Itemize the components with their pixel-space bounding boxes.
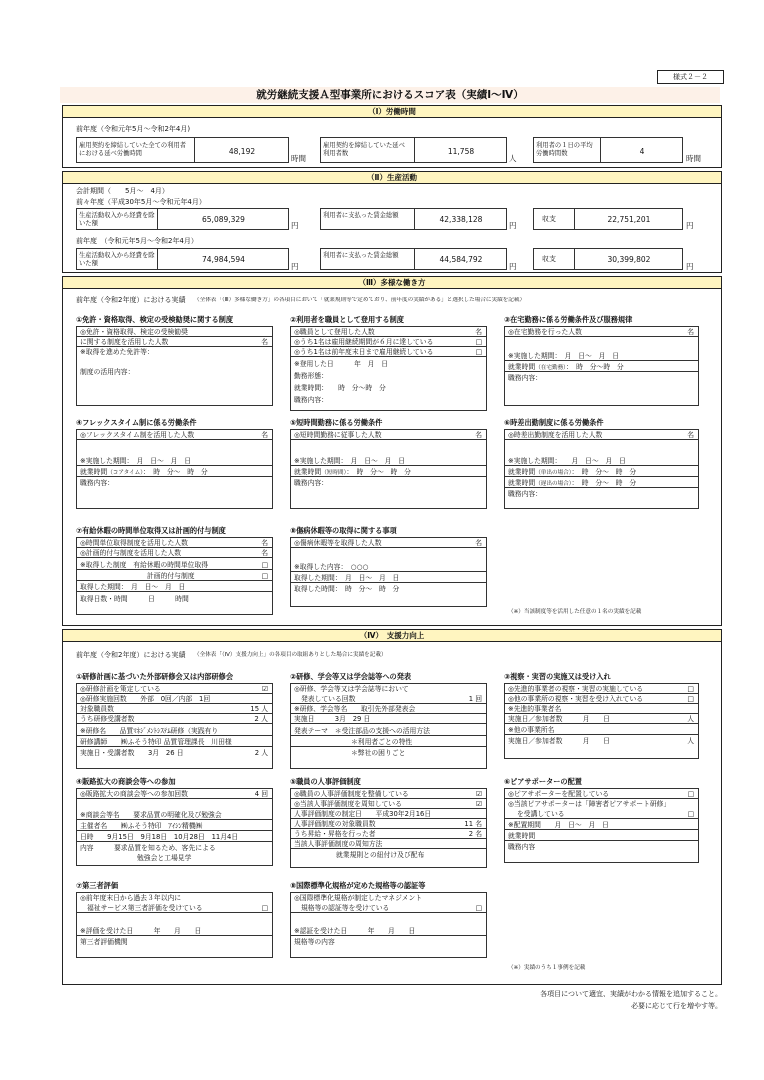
s4-block-4: [76, 778, 273, 866]
s4-b5-r5-text: うち昇給・昇格を行った者: [294, 830, 376, 838]
s3-b7-r4-text: 計画的付与制度: [147, 572, 195, 580]
section-1-header: （Ⅰ）労働時間: [62, 105, 722, 118]
s4-b5-r2-text: ◎当該人事評価制度を周知している: [294, 800, 402, 808]
s2-y2c-value: 30,399,802: [607, 255, 651, 264]
s4-b1-r3-text: 対象職員数: [80, 705, 114, 713]
s3-b7-r2-text: ◎計画的付与制度を活用した人数: [80, 549, 182, 557]
s1-c2-box: [320, 137, 507, 163]
s3-b1-r2: [77, 337, 272, 347]
s3-b2-r6: 就業時間： 時 分～時 分: [294, 384, 386, 392]
s4-b5-r7: 就業規則との紐付け及び配布: [336, 851, 425, 859]
s3-block-8: [290, 527, 487, 607]
s3-b6-r5: 職務内容：: [508, 490, 542, 498]
s4-b1-r1-text: ◎研修計画を策定している: [80, 685, 161, 693]
s4-b1-r5: ※研修名 品質ﾏﾈｼﾞﾒﾝﾄｼｽﾃﾑ研修（実践有り: [77, 726, 272, 736]
s4-b1-r3: [77, 704, 272, 714]
s3-b5-heading: ⑤短時間勤務に係る労働条件: [290, 418, 383, 427]
s4-b5-heading: ⑤職員の人事評価制度: [290, 777, 361, 786]
s4-b4-r2: ※商談会等名 要求品質の明確化及び勉強会: [77, 810, 272, 820]
s4-block-1: [76, 673, 273, 769]
s4-b6-r3: [505, 809, 698, 819]
s3-block-1: [76, 316, 273, 406]
s3-footnote: （※）当該制度等を活用した任意の１名の実績を記載: [508, 609, 642, 615]
s4-b2-heading: ②研修、学会等又は学会誌等への発表: [290, 672, 412, 681]
s3-b4-r1: [77, 430, 272, 440]
s3-b5-r1: [291, 430, 486, 440]
s4-b1-r7-value: 2 人: [254, 749, 268, 757]
s2-yen: 円: [291, 262, 299, 271]
s4-b7-r4: 第三者評価機関: [80, 938, 128, 946]
s3-b6-r2: ※実施した期間： 月 日～ 月 日: [505, 456, 698, 466]
section-4-header: （Ⅳ） 支援力向上: [62, 629, 722, 642]
s3-b4-r3-text: 就業時間: [80, 468, 108, 476]
s4-b3-r3: ※先進的事業者名: [505, 704, 698, 714]
s3-b6-r3-time: ： 時 分～ 時 分: [571, 468, 637, 476]
s4-b4-r5: 内容 要求品質を知るため、客先による: [80, 844, 216, 852]
s4-b6-heading: ⑥ピアサポーターの配置: [504, 777, 582, 786]
s3-note: （全体表「（Ⅲ）多様な働き方」の各項目において「就業規則等で定めており、前年度の実績がある」と選択した場合に実績を記載）: [194, 297, 526, 303]
s2-yen: 円: [509, 262, 517, 271]
s4-b4-r1: [77, 789, 272, 799]
s3-b6-r4: [505, 478, 698, 488]
s2-y2b-value: 44,584,792: [439, 255, 483, 264]
s3-b4-r2: ※実施した期間： 月 日～ 月 日: [77, 456, 272, 466]
s3-block-3: [504, 316, 699, 406]
s2-period: 会計期間（ 5月～ 4月）: [76, 187, 169, 195]
s2-year2: 前年度 （令和元年5月～令和2年4月）: [76, 237, 198, 245]
s4-b1-r4-value: 2 人: [254, 715, 268, 723]
s1-c2-unit: 人: [509, 154, 517, 163]
s3-b8-r3: 取得した期間： 月 日～ 月 日: [291, 573, 486, 583]
s3-b1-r2-text: に関する制度を活用した人数: [80, 338, 169, 346]
s4-b8-r2: [291, 903, 486, 913]
s3-b2-r1: [291, 327, 486, 337]
s3-b2-r1-text: ◎職員として登用した人数: [294, 328, 375, 336]
checkbox-icon[interactable]: □: [687, 810, 694, 818]
s4-b3-r1: [505, 684, 698, 694]
s2-y2c-box: [533, 248, 683, 270]
s1-c3-label: 利用者の１日の平均労働時間数: [536, 142, 593, 157]
s4-b3-r6-unit: 人: [687, 737, 694, 745]
s3-b7-r4: [77, 571, 272, 581]
s4-block-7: [76, 882, 273, 958]
s4-b6-r3-text: を受講している: [517, 810, 565, 818]
s3-b4-r3: [77, 467, 272, 477]
s2-y1a-box: [76, 208, 289, 230]
checkbox-checked-icon[interactable]: ☑: [475, 800, 482, 808]
s4-b3-r2-text: ◎他の事業所の視察・実習を受け入れている: [508, 695, 644, 703]
s4-b3-r4: [505, 714, 698, 724]
s4-b3-r4-text: 実施日／参加者数 月 日: [508, 715, 610, 723]
s4-b5-r3: 人事評価制度の制定日 平成30年2月16日: [291, 809, 486, 819]
s4-b2-r5: 発表テーマ ＊受注部品の支援への活用方法: [291, 726, 486, 736]
s2-yen: 円: [686, 221, 694, 230]
s4-b5-r4-value: 11 名: [464, 820, 482, 828]
s3-b5-r1-text: ◎短時間勤務に従事した人数: [294, 431, 382, 439]
s3-b5-r1-unit: 名: [475, 431, 482, 439]
s4-b2-r4: 実施日 3月 29 日: [291, 714, 486, 724]
s4-b8-r4: 規格等の内容: [294, 938, 335, 946]
s2-year1: 前々年度（平成30年5月～令和元年4月）: [76, 198, 206, 206]
s3-b6-r4-sub: （遅出の場合）: [535, 481, 572, 487]
s3-b6-r4-text: 就業時間: [508, 479, 536, 487]
s4-intro: 前年度（令和2年度）における実績: [76, 651, 186, 659]
s1-c1-label: 雇用契約を締結していた全ての利用者における延べ労働時間: [79, 142, 187, 157]
checkbox-icon[interactable]: □: [475, 338, 482, 346]
s3-b7-r1: [77, 538, 272, 548]
checkbox-checked-icon[interactable]: ☑: [261, 685, 268, 693]
s4-block-2: [290, 673, 487, 769]
s4-b1-r4: [77, 714, 272, 724]
s3-b2-r5: 勤務形態：: [294, 372, 328, 380]
s3-b4-r4: 職務内容：: [80, 479, 114, 487]
s1-year: 前年度（令和元年5月～令和2年4月): [76, 125, 191, 133]
s4-b4-heading: ④販路拡大の商談会等への参加: [76, 777, 176, 786]
s3-b5-r3: [291, 467, 486, 477]
s3-b7-r2-unit: 名: [261, 549, 268, 557]
checkbox-icon[interactable]: □: [475, 348, 482, 356]
s3-b1-r1: ◎免許・資格取得、検定の受検勧奨: [77, 327, 272, 337]
s3-b3-r3-text: 就業時間: [508, 363, 536, 371]
s3-b6-r1-unit: 名: [687, 431, 694, 439]
s2-y2b-box: [320, 248, 507, 270]
s3-b2-r3: [291, 347, 486, 357]
s3-b7-r2: [77, 548, 272, 558]
s3-b7-r3-text: ※取得した制度 有給休暇の時間単位取得: [80, 561, 209, 569]
section-3-header: （Ⅲ）多様な働き方: [62, 276, 722, 289]
checkbox-icon[interactable]: □: [261, 904, 268, 912]
s4-b4-r1-value: 4 回: [254, 790, 268, 798]
s4-b6-r2: ◎当該ピアサポーターは「障害者ピアサポート研修」: [508, 800, 671, 808]
s3-b4-r1-text: ◎フレックスタイム制を活用した人数: [80, 431, 195, 439]
s4-b5-r1: [291, 789, 486, 799]
s4-b7-r2-text: 福祉サービス第三者評価を受けている: [87, 904, 203, 912]
s2-y1a-value: 65,089,329: [202, 215, 245, 224]
s3-b3-r3-sub: （在宅勤務）: [535, 365, 566, 371]
s3-b2-r3-text: ◎うち1名は前年度末日まで雇用継続している: [294, 348, 434, 356]
s3-b3-r3-time: ： 時 分～時 分: [565, 363, 624, 371]
s4-b3-heading: ③視察・実習の実施又は受け入れ: [504, 672, 611, 681]
s3-b3-r2: ※実施した期間： 月 日～ 月 日: [505, 351, 698, 361]
s4-b8-r1: ◎国際標準化規格が制定したマネジメント: [294, 894, 423, 902]
s1-c3-value: 4: [639, 147, 645, 156]
s3-b3-r4: 職務内容：: [508, 374, 542, 382]
footer-note-2: 必要に応じて行を増やす等。: [631, 1002, 722, 1010]
s4-b1-r2: ◎研修実施回数 外部 0回／内部 1回: [77, 694, 272, 704]
s4-b5-r4-text: 人事評価制度の対象職員数: [294, 820, 376, 828]
s2-y2a-label: 生産活動収入から経費を除いた額: [79, 252, 155, 267]
s3-b8-r1-text: ◎傷病休暇等を取得した人数: [294, 539, 382, 547]
s3-b3-heading: ③在宅勤務に係る労働条件及び服務規律: [504, 315, 633, 324]
s2-y2a-box: [76, 248, 289, 270]
s3-block-6: [504, 419, 699, 509]
checkbox-icon[interactable]: □: [261, 561, 268, 569]
s3-b6-r1: [505, 430, 698, 440]
s4-b3-r6-text: 実施日／参加者数 月 日: [508, 737, 610, 745]
s4-b6-r4: ※配置期間 月 日～ 月 日: [505, 820, 698, 830]
s4-b4-r1-text: ◎販路拡大の商談会等への参加回数: [80, 790, 188, 798]
s2-yen: 円: [291, 221, 299, 230]
s3-b5-r3-time: ： 時 分～ 時 分: [346, 468, 411, 476]
s3-b2-r7: 職務内容：: [294, 396, 328, 404]
s3-b7-heading: ⑦有給休暇の時間単位取得又は計画的付与制度: [76, 526, 226, 535]
s4-b1-r1: [77, 684, 272, 694]
s3-b4-r1-unit: 名: [261, 431, 268, 439]
s4-b5-r4: [291, 819, 486, 829]
checkbox-icon[interactable]: □: [687, 695, 694, 703]
s3-b2-r2: [291, 337, 486, 347]
s4-b5-r2: [291, 799, 486, 809]
s4-block-6: [504, 778, 699, 863]
s3-b6-r3-sub: （単出の場合）: [535, 470, 572, 476]
checkbox-checked-icon[interactable]: ☑: [475, 790, 482, 798]
checkbox-icon[interactable]: □: [687, 790, 694, 798]
s4-b5-r5: [291, 829, 486, 839]
s1-c3-unit: 時間: [686, 154, 701, 163]
s4-b7-r1: ◎前年度末日から過去３年以内に: [80, 894, 182, 902]
s4-b4-r3: 主催者名 ㈱ふそう特印 ｱｲｼﾝ精機㈱: [77, 821, 272, 831]
s3-b7-r1-text: ◎時間単位取得制度を活用した人数: [80, 539, 188, 547]
s4-b1-r4-text: うち研修受講者数: [80, 715, 135, 723]
s3-b7-r1-unit: 名: [261, 539, 268, 547]
s4-b1-r7: [77, 748, 272, 758]
s3-block-7: [76, 527, 273, 615]
footer-note-1: 各項目について適宜、実績がわかる情報を追加すること。: [540, 990, 722, 998]
s4-b2-r2-value: 1 回: [468, 695, 482, 703]
s4-b3-r2: [505, 694, 698, 704]
form-number: 様式２－２: [657, 70, 724, 84]
s2-yen: 円: [686, 262, 694, 271]
s4-block-8: [290, 882, 487, 958]
checkbox-icon[interactable]: □: [475, 904, 482, 912]
s4-b8-heading: ⑧国際標準化規格が定めた規格等の認証等: [290, 881, 426, 890]
s3-block-4: [76, 419, 273, 509]
s4-b6-r6: 職務内容: [508, 843, 536, 851]
s4-b1-r7-text: 実施日・受講者数 3月 26 日: [80, 749, 184, 757]
s1-c1-value: 48,192: [228, 147, 256, 156]
s4-b1-heading: ①研修計画に基づいた外部研修会又は内部研修会: [76, 672, 234, 681]
s4-b4-r4: 日時 9月15日 9月18日 10月28日 11月4日: [77, 832, 272, 842]
s3-b1-r2-unit: 名: [261, 338, 268, 346]
s4-b3-r6: [505, 736, 698, 746]
checkbox-icon[interactable]: □: [261, 572, 268, 580]
s2-y2b-label: 利用者に支払った賃金総額: [323, 252, 399, 259]
s4-b6-r1: [505, 789, 698, 799]
s4-b4-r6: 勉強会と工場見学: [137, 854, 192, 862]
s4-b2-r1: ◎研修、学会等又は学会誌等において: [294, 685, 409, 693]
s3-b1-heading: ①免許・資格取得、検定の受検勧奨に関する制度: [76, 315, 234, 324]
s4-footnote: （※）実績のうち１事例を記載: [508, 965, 586, 971]
s4-block-3: [504, 673, 699, 759]
s4-b8-r2-text: 規格等の認証等を受けている: [301, 904, 390, 912]
s3-b2-heading: ②利用者を職員として登用する制度: [290, 315, 404, 324]
s3-block-2: [290, 316, 487, 411]
s4-b2-r6: ＊利用者ごとの特性: [291, 737, 486, 747]
s2-y1b-value: 42,338,128: [439, 215, 483, 224]
s3-b2-r2-text: ◎うち1名は雇用継続期間が６月に達している: [294, 338, 434, 346]
s3-block-5: [290, 419, 487, 509]
s2-y2a-value: 74,984,594: [202, 255, 245, 264]
s4-b5-r6: 当該人事評価制度の周知方法: [291, 839, 486, 849]
s3-b2-r4: ※登用した日 年 月 日: [294, 360, 389, 368]
s3-b6-r4-time: ： 時 分～ 時 分: [571, 479, 637, 487]
s2-y1b-box: [320, 208, 507, 230]
section-2-header: （Ⅱ）生産活動: [62, 171, 722, 184]
s3-b8-r1-unit: 名: [475, 539, 482, 547]
s4-b7-r2: [77, 903, 272, 913]
s2-y1b-label: 利用者に支払った賃金総額: [323, 212, 399, 219]
s3-b3-r1: [505, 327, 698, 337]
s1-c2-value: 11,758: [447, 147, 475, 156]
s3-b8-heading: ⑧傷病休暇等の取得に関する事項: [290, 526, 397, 535]
s4-b7-heading: ⑦第三者評価: [76, 881, 119, 890]
s1-c3-box: [533, 137, 683, 163]
s3-b8-r1: [291, 538, 486, 548]
s4-b2-r7: ＊弊社の困りごと: [351, 749, 406, 757]
s3-intro: 前年度（令和2年度）における実績: [76, 296, 186, 304]
s3-b1-r4: 制度の活用内容：: [80, 368, 135, 376]
s4-b6-r5: 就業時間: [505, 831, 698, 841]
s3-b8-r2: ※取得した内容： ○○○: [291, 562, 486, 572]
s4-b7-r3: ※評価を受けた日 年 月 日: [77, 926, 272, 936]
s4-b2-r3: ※研修、学会等名 取引先外部発表会: [291, 704, 486, 714]
s2-y1c-value: 22,751,201: [607, 215, 651, 224]
s3-b6-heading: ⑥時差出勤制度に係る労働条件: [504, 418, 604, 427]
s3-b4-heading: ④フレックスタイム制に係る労働条件: [76, 418, 197, 427]
s1-c1-unit: 時間: [291, 154, 306, 163]
s3-b5-r3-sub: （短時間）: [321, 470, 347, 476]
s3-b6-r3: [505, 467, 698, 477]
s3-b6-r1-text: ◎時差出勤制度を活用した人数: [508, 431, 603, 439]
s2-yen: 円: [509, 221, 517, 230]
s1-c1-box: [76, 137, 289, 163]
s3-b4-r3-sub: （コアタイム）: [107, 470, 144, 476]
s4-b3-r1-text: ◎先進的事業者の視察・実習の実施している: [508, 685, 644, 693]
s4-b5-r1-text: ◎職員の人事評価制度を整備している: [294, 790, 409, 798]
s4-note: （全体表「（Ⅳ）支援力向上」の各項目の取組ありとした場合に実績を記載）: [194, 652, 387, 658]
s3-b3-r1-text: ◎在宅勤務を行った人数: [508, 328, 582, 336]
s3-b8-r4: 取得した時間： 時 分～ 時 分: [294, 585, 400, 593]
s3-b7-r6: 取得日数・時間 日 時間: [80, 595, 189, 603]
s4-b8-r3: ※認証を受けた日 年 月 日: [291, 926, 486, 936]
s3-b5-r2: ※実施した期間： 月 日～ 月 日: [291, 456, 486, 466]
s3-b5-r3-text: 就業時間: [294, 468, 322, 476]
s3-b6-r3-text: 就業時間: [508, 468, 536, 476]
s4-b1-r3-value: 15 人: [250, 705, 268, 713]
s2-y1c-box: [533, 208, 683, 230]
s4-b1-r6: 研修講師 ㈱ふそう特印 品質管理課長 川田様: [77, 737, 272, 747]
s3-b7-r3: [77, 560, 272, 570]
s3-b5-r4: 職務内容：: [294, 479, 328, 487]
s2-y1c-label: 収支: [542, 215, 556, 223]
s4-b2-r2-text: 発表している回数: [301, 695, 356, 703]
s4-b5-r5-value: 2 名: [468, 830, 482, 838]
s3-b7-r5: 取得した期間： 月 日～ 月 日: [77, 582, 272, 592]
s2-y1a-label: 生産活動収入から経費を除いた額: [79, 212, 155, 227]
s3-b3-r1-unit: 名: [687, 328, 694, 336]
s3-b2-r1-unit: 名: [475, 328, 482, 336]
s4-b3-r5: ※他の事業所名: [505, 725, 698, 735]
s1-c2-label: 雇用契約を締結していた延べ利用者数: [323, 142, 405, 157]
s4-b6-r1-text: ◎ピアサポーターを配置している: [508, 790, 610, 798]
s4-block-5: [290, 778, 487, 868]
s3-b3-r3: [505, 362, 698, 372]
page-title: 就労継続支援Ａ型事業所におけるスコア表（実績Ⅰ～Ⅳ）: [60, 87, 720, 103]
s4-b3-r4-unit: 人: [687, 715, 694, 723]
s2-y2c-label: 収支: [542, 255, 556, 263]
s3-b1-r3: ※取得を進めた免許等：: [80, 348, 154, 356]
s4-b2-r2: [291, 694, 486, 704]
s3-b4-r3-time: ： 時 分～ 時 分: [143, 468, 208, 476]
checkbox-icon[interactable]: □: [687, 685, 694, 693]
